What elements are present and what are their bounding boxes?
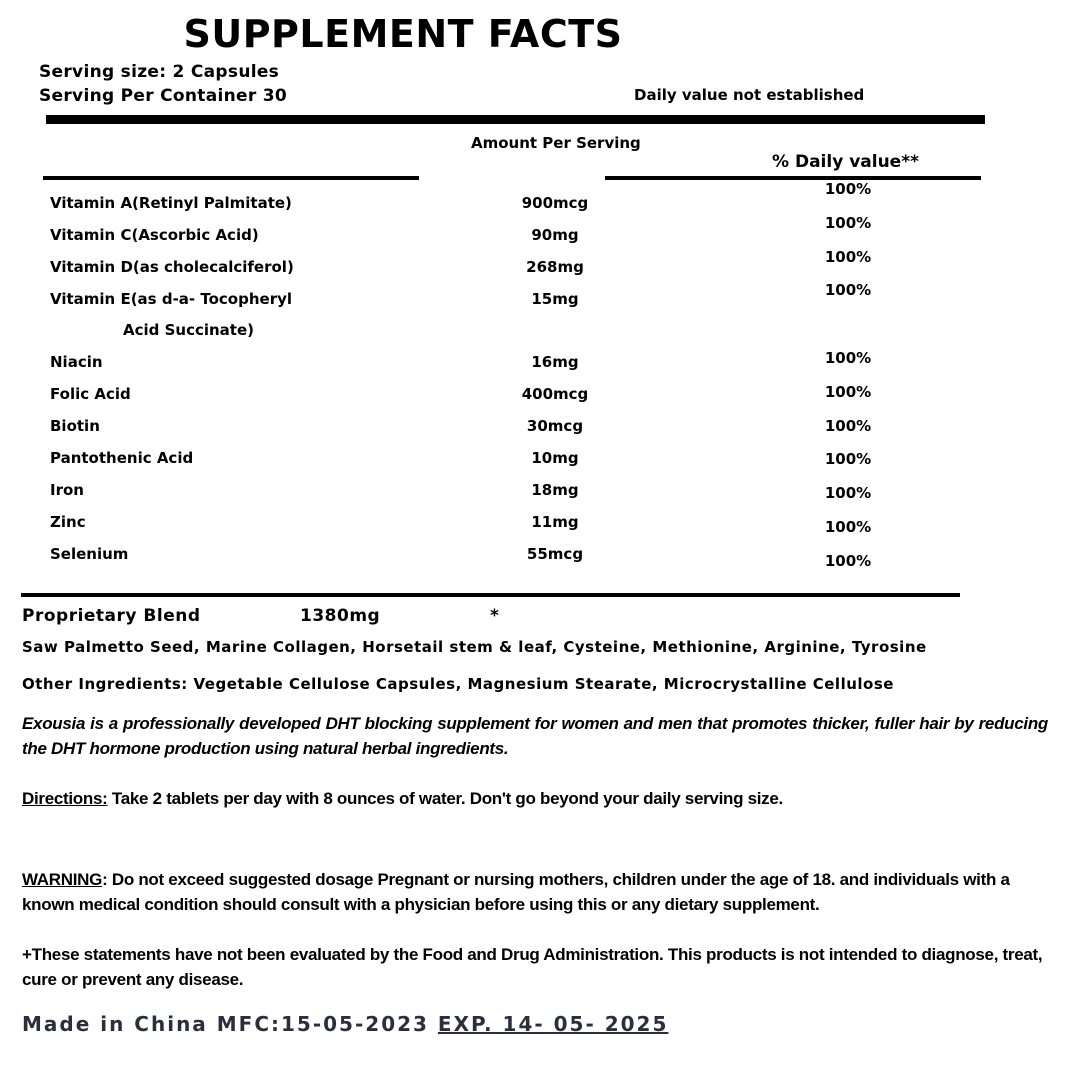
right-header-rule: [605, 176, 981, 180]
amount-per-serving-header: Amount Per Serving: [471, 134, 641, 152]
nutrient-daily-value: 100%: [824, 214, 872, 232]
nutrient-daily-value: 100%: [824, 248, 872, 266]
nutrient-amount: 400mcg: [521, 385, 589, 403]
daily-value-header: % Daily value**: [772, 152, 919, 172]
proprietary-blend-amount: 1380mg: [300, 606, 381, 626]
blend-rule: [21, 593, 960, 597]
nutrient-amount: 10mg: [531, 449, 579, 467]
expiry-date: EXP. 14- 05- 2025: [437, 1012, 669, 1036]
nutrient-name-continued: Acid Succinate): [123, 321, 255, 339]
nutrient-daily-value: 100%: [824, 518, 872, 536]
made-in-mfc: Made in China MFC:15-05-2023: [22, 1012, 429, 1036]
nutrient-name: Biotin: [50, 417, 100, 435]
directions-label: Directions:: [22, 789, 108, 808]
nutrient-amount: 11mg: [531, 513, 579, 531]
nutrient-name: Selenium: [50, 545, 129, 563]
warning-text: : Do not exceed suggested dosage Pregnant or nursing mothers, children under the age of 18. and individuals with a known medical condition should consult with a physician before using this or any dietary supplement.: [22, 870, 1010, 914]
nutrient-daily-value: 100%: [824, 450, 872, 468]
nutrient-amount: 18mg: [531, 481, 579, 499]
nutrient-daily-value: 100%: [824, 552, 872, 570]
nutrient-amount: 30mcg: [526, 417, 584, 435]
proprietary-blend-dv: *: [490, 606, 500, 626]
nutrient-name: Folic Acid: [50, 385, 131, 403]
footer: [22, 1012, 668, 1036]
nutrient-amount: 55mcg: [526, 545, 584, 563]
nutrient-amount: 15mg: [531, 290, 579, 308]
daily-value-note: Daily value not established: [634, 86, 865, 104]
serving-size: Serving size: 2 Capsules: [39, 62, 280, 82]
nutrient-name: Vitamin A(Retinyl Palmitate): [50, 194, 292, 212]
nutrient-name: Vitamin D(as cholecalciferol): [50, 258, 294, 276]
nutrient-daily-value: 100%: [824, 417, 872, 435]
nutrient-daily-value: 100%: [824, 349, 872, 367]
nutrient-amount: 16mg: [531, 353, 579, 371]
nutrient-name: Iron: [50, 481, 84, 499]
servings-per-container: Serving Per Container 30: [39, 86, 288, 106]
nutrient-name: Pantothenic Acid: [50, 449, 194, 467]
nutrient-name: Niacin: [50, 353, 103, 371]
nutrient-amount: 900mcg: [521, 194, 589, 212]
top-thick-rule: [46, 115, 985, 124]
product-description: Exousia is a professionally developed DHT blocking supplement for women and men that promotes thicker, fuller hair by reducing the DHT hormone production using natural herbal ingredients.: [22, 714, 1048, 758]
page-title: SUPPLEMENT FACTS: [183, 12, 623, 56]
nutrient-name: Vitamin E(as d-a- Tocopheryl: [50, 290, 293, 308]
fda-statement: +These statements have not been evaluated by the Food and Drug Administration. This products is not intended to diagnose, treat, cure or prevent any disease.: [22, 945, 1043, 989]
nutrient-name: Zinc: [50, 513, 86, 531]
warning: [22, 867, 1048, 917]
blend-ingredients: Saw Palmetto Seed, Marine Collagen, Horsetail stem & leaf, Cysteine, Methionine, Arginine, Tyrosine: [22, 638, 927, 656]
directions: [22, 786, 1048, 811]
nutrient-name: Vitamin C(Ascorbic Acid): [50, 226, 259, 244]
nutrient-daily-value: 100%: [824, 484, 872, 502]
nutrient-daily-value: 100%: [824, 180, 872, 198]
warning-label: WARNING: [22, 870, 103, 889]
nutrient-daily-value: 100%: [824, 383, 872, 401]
directions-text: Take 2 tablets per day with 8 ounces of water. Don't go beyond your daily serving size.: [107, 789, 783, 808]
proprietary-blend-label: Proprietary Blend: [22, 606, 201, 626]
nutrient-amount: 268mg: [526, 258, 584, 276]
left-header-rule: [43, 176, 419, 180]
nutrient-daily-value: 100%: [824, 281, 872, 299]
nutrient-amount: 90mg: [531, 226, 579, 244]
other-ingredients: Other Ingredients: Vegetable Cellulose Capsules, Magnesium Stearate, Microcrystalline Cellulose: [22, 675, 894, 693]
